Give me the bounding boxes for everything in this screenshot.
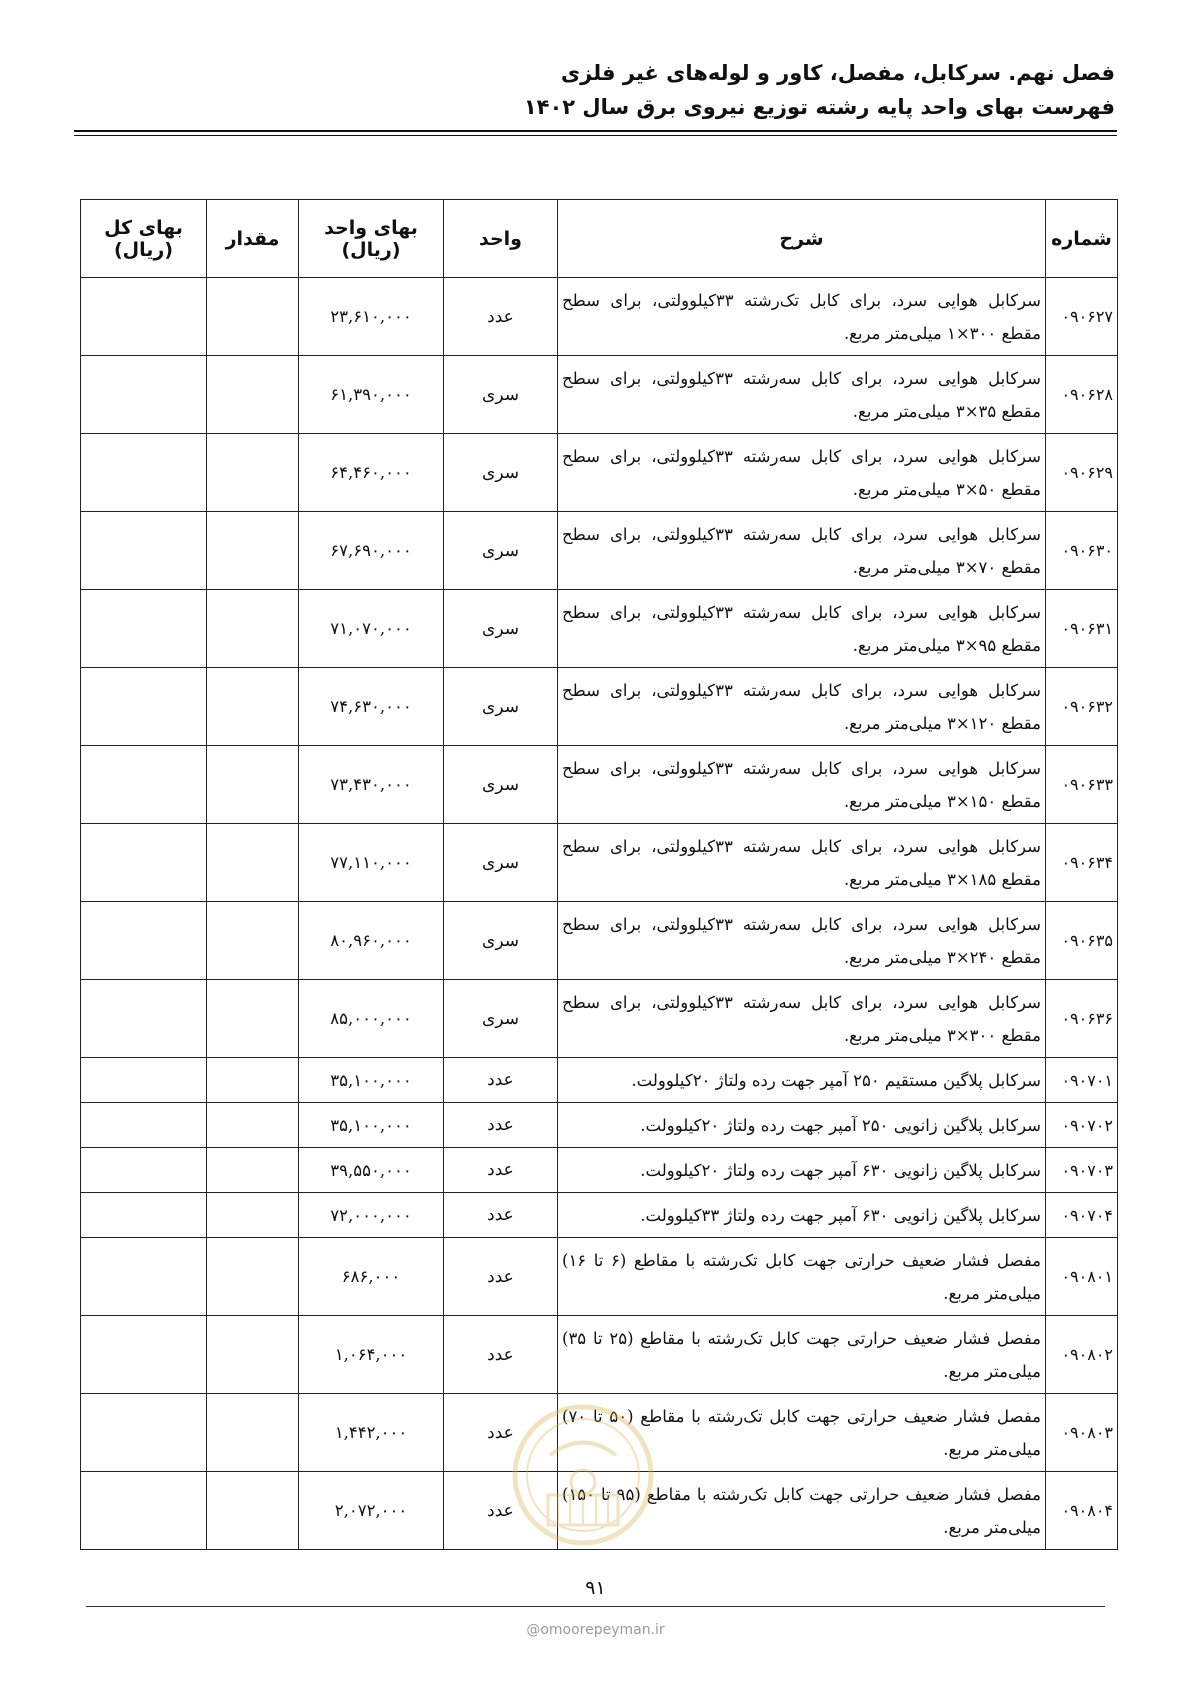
row-code: ۰۹۰۷۰۳ <box>1046 1148 1118 1193</box>
row-code: ۰۹۰۶۳۳ <box>1046 746 1118 824</box>
row-description: سرکابل هوایی سرد، برای کابل سه‌رشته ۳۳کیلوولتی، برای سطح مقطع ۳۰۰×۳ میلی‌متر مربع. <box>558 980 1046 1058</box>
row-unit: سری <box>444 434 558 512</box>
row-quantity <box>207 824 299 902</box>
row-unit: سری <box>444 590 558 668</box>
col-total-header: بهای کل (ریال) <box>81 200 207 278</box>
row-code: ۰۹۰۸۰۱ <box>1046 1238 1118 1316</box>
row-description: سرکابل هوایی سرد، برای کابل سه‌رشته ۳۳کیلوولتی، برای سطح مقطع ۳۵×۳ میلی‌متر مربع. <box>558 356 1046 434</box>
row-unit-price: ۳۹,۵۵۰,۰۰۰ <box>299 1148 444 1193</box>
chapter-title: فصل نهم. سرکابل، مفصل، کاور و لوله‌های غیر فلزی <box>560 61 1115 85</box>
col-unit-price-header <box>299 200 444 278</box>
row-unit: عدد <box>444 1148 558 1193</box>
row-code: ۰۹۰۶۳۱ <box>1046 590 1118 668</box>
row-description: سرکابل هوایی سرد، برای کابل سه‌رشته ۳۳کیلوولتی، برای سطح مقطع ۵۰×۳ میلی‌متر مربع. <box>558 434 1046 512</box>
row-code: ۰۹۰۷۰۱ <box>1046 1058 1118 1103</box>
table-row <box>81 434 1118 512</box>
table-row <box>81 1103 1118 1148</box>
row-code: ۰۹۰۶۳۶ <box>1046 980 1118 1058</box>
row-description: سرکابل هوایی سرد، برای کابل سه‌رشته ۳۳کیلوولتی، برای سطح مقطع ۱۵۰×۳ میلی‌متر مربع. <box>558 746 1046 824</box>
website-watermark: @omoorepeyman.ir <box>526 1622 665 1638</box>
list-title: فهرست بهای واحد پایه رشته توزیع نیروی برق سال ۱۴۰۲ <box>523 95 1115 119</box>
row-description: مفصل فشار ضعیف حرارتی جهت کابل تک‌رشته با مقاطع (۲۵ تا ۳۵) میلی‌متر مربع. <box>558 1316 1046 1394</box>
row-code: ۰۹۰۶۲۹ <box>1046 434 1118 512</box>
row-unit: سری <box>444 356 558 434</box>
row-quantity <box>207 1103 299 1148</box>
unit-price-header-line1: بهای واحد <box>324 216 418 239</box>
row-quantity <box>207 1058 299 1103</box>
row-unit-price: ۳۵,۱۰۰,۰۰۰ <box>299 1103 444 1148</box>
row-total <box>81 512 207 590</box>
row-total <box>81 1238 207 1316</box>
col-description-header: شرح <box>558 200 1046 278</box>
row-quantity <box>207 746 299 824</box>
col-quantity-header: مقدار <box>207 200 299 278</box>
row-description: سرکابل پلاگین زانویی ۶۳۰ آمپر جهت رده ولتاژ ۳۳کیلوولت. <box>558 1193 1046 1238</box>
row-unit-price: ۷۴,۶۳۰,۰۰۰ <box>299 668 444 746</box>
row-quantity <box>207 1316 299 1394</box>
row-description: سرکابل پلاگین مستقیم ۲۵۰ آمپر جهت رده ولتاژ ۲۰کیلوولت. <box>558 1058 1046 1103</box>
row-total <box>81 1193 207 1238</box>
col-number-header: شماره <box>1046 200 1118 278</box>
row-quantity <box>207 980 299 1058</box>
table-row <box>81 902 1118 980</box>
row-unit: عدد <box>444 1058 558 1103</box>
table-row <box>81 278 1118 356</box>
row-quantity <box>207 434 299 512</box>
row-total <box>81 1103 207 1148</box>
row-description: سرکابل هوایی سرد، برای کابل سه‌رشته ۳۳کیلوولتی، برای سطح مقطع ۱۸۵×۳ میلی‌متر مربع. <box>558 824 1046 902</box>
table-row <box>81 1238 1118 1316</box>
row-description: سرکابل هوایی سرد، برای کابل سه‌رشته ۳۳کیلوولتی، برای سطح مقطع ۷۰×۳ میلی‌متر مربع. <box>558 512 1046 590</box>
row-quantity <box>207 1472 299 1550</box>
row-unit-price: ۱,۰۶۴,۰۰۰ <box>299 1316 444 1394</box>
table-row <box>81 1193 1118 1238</box>
table-row <box>81 746 1118 824</box>
row-unit: سری <box>444 512 558 590</box>
row-total <box>81 1472 207 1550</box>
row-total <box>81 746 207 824</box>
row-unit: عدد <box>444 1193 558 1238</box>
row-description: سرکابل پلاگین زانویی ۶۳۰ آمپر جهت رده ولتاژ ۲۰کیلوولت. <box>558 1148 1046 1193</box>
header-rule-thin <box>74 135 1117 136</box>
row-quantity <box>207 1193 299 1238</box>
row-total <box>81 434 207 512</box>
row-code: ۰۹۰۸۰۳ <box>1046 1394 1118 1472</box>
row-quantity <box>207 668 299 746</box>
table-row <box>81 824 1118 902</box>
row-code: ۰۹۰۸۰۴ <box>1046 1472 1118 1550</box>
row-unit-price: ۶۷,۶۹۰,۰۰۰ <box>299 512 444 590</box>
watermark-logo <box>508 1400 658 1550</box>
row-unit-price: ۳۵,۱۰۰,۰۰۰ <box>299 1058 444 1103</box>
row-quantity <box>207 356 299 434</box>
row-unit-price: ۷۱,۰۷۰,۰۰۰ <box>299 590 444 668</box>
row-unit-price: ۲,۰۷۲,۰۰۰ <box>299 1472 444 1550</box>
row-unit-price: ۸۰,۹۶۰,۰۰۰ <box>299 902 444 980</box>
row-unit-price: ۱,۴۴۲,۰۰۰ <box>299 1394 444 1472</box>
page-number: ۹۱ <box>585 1577 606 1599</box>
row-total <box>81 1058 207 1103</box>
row-total <box>81 356 207 434</box>
row-unit: سری <box>444 824 558 902</box>
row-quantity <box>207 590 299 668</box>
row-total <box>81 590 207 668</box>
row-unit: عدد <box>444 1103 558 1148</box>
row-unit: عدد <box>444 1394 558 1472</box>
row-code: ۰۹۰۶۳۰ <box>1046 512 1118 590</box>
row-unit-price: ۶۸۶,۰۰۰ <box>299 1238 444 1316</box>
row-total <box>81 1148 207 1193</box>
row-unit: عدد <box>444 1316 558 1394</box>
row-total <box>81 1316 207 1394</box>
row-code: ۰۹۰۷۰۲ <box>1046 1103 1118 1148</box>
row-code: ۰۹۰۶۳۲ <box>1046 668 1118 746</box>
table-row <box>81 1148 1118 1193</box>
col-unit-header: واحد <box>444 200 558 278</box>
row-quantity <box>207 1238 299 1316</box>
row-unit: عدد <box>444 1238 558 1316</box>
row-unit-price: ۸۵,۰۰۰,۰۰۰ <box>299 980 444 1058</box>
row-unit: عدد <box>444 278 558 356</box>
row-unit: سری <box>444 902 558 980</box>
row-total <box>81 980 207 1058</box>
row-quantity <box>207 902 299 980</box>
row-total <box>81 824 207 902</box>
row-unit-price: ۲۳,۶۱۰,۰۰۰ <box>299 278 444 356</box>
header-rule-thick <box>74 130 1117 132</box>
row-unit-price: ۷۷,۱۱۰,۰۰۰ <box>299 824 444 902</box>
row-description: سرکابل پلاگین زانویی ۲۵۰ آمپر جهت رده ولتاژ ۲۰کیلوولت. <box>558 1103 1046 1148</box>
row-unit: عدد <box>444 1472 558 1550</box>
row-description: مفصل فشار ضعیف حرارتی جهت کابل تک‌رشته با مقاطع (۵۰ تا ۷۰) میلی‌متر مربع. <box>558 1394 1046 1472</box>
row-code: ۰۹۰۶۳۴ <box>1046 824 1118 902</box>
table-row <box>81 668 1118 746</box>
row-description: سرکابل هوایی سرد، برای کابل سه‌رشته ۳۳کیلوولتی، برای سطح مقطع ۹۵×۳ میلی‌متر مربع. <box>558 590 1046 668</box>
row-total <box>81 668 207 746</box>
row-unit: سری <box>444 746 558 824</box>
row-unit: سری <box>444 980 558 1058</box>
row-description: سرکابل هوایی سرد، برای کابل سه‌رشته ۳۳کیلوولتی، برای سطح مقطع ۱۲۰×۳ میلی‌متر مربع. <box>558 668 1046 746</box>
row-quantity <box>207 278 299 356</box>
row-description: مفصل فشار ضعیف حرارتی جهت کابل تک‌رشته با مقاطع (۹۵ تا ۱۵۰) میلی‌متر مربع. <box>558 1472 1046 1550</box>
row-quantity <box>207 1148 299 1193</box>
row-description: سرکابل هوایی سرد، برای کابل تک‌رشته ۳۳کیلوولتی، برای سطح مقطع ۳۰۰×۱ میلی‌متر مربع. <box>558 278 1046 356</box>
row-code: ۰۹۰۶۲۷ <box>1046 278 1118 356</box>
row-total <box>81 1394 207 1472</box>
page-header <box>76 56 1115 124</box>
row-code: ۰۹۰۷۰۴ <box>1046 1193 1118 1238</box>
table-row <box>81 1316 1118 1394</box>
row-description: مفصل فشار ضعیف حرارتی جهت کابل تک‌رشته با مقاطع (۶ تا ۱۶) میلی‌متر مربع. <box>558 1238 1046 1316</box>
row-unit-price: ۶۱,۳۹۰,۰۰۰ <box>299 356 444 434</box>
row-total <box>81 902 207 980</box>
row-description: سرکابل هوایی سرد، برای کابل سه‌رشته ۳۳کیلوولتی، برای سطح مقطع ۲۴۰×۳ میلی‌متر مربع. <box>558 902 1046 980</box>
row-total <box>81 278 207 356</box>
row-quantity <box>207 1394 299 1472</box>
table-row <box>81 590 1118 668</box>
row-unit-price: ۷۲,۰۰۰,۰۰۰ <box>299 1193 444 1238</box>
row-code: ۰۹۰۶۲۸ <box>1046 356 1118 434</box>
row-quantity <box>207 512 299 590</box>
unit-price-header-line2: (ریال) <box>341 238 401 261</box>
table-header-row <box>81 200 1118 278</box>
table-row <box>81 512 1118 590</box>
row-unit: سری <box>444 668 558 746</box>
row-unit-price: ۶۴,۴۶۰,۰۰۰ <box>299 434 444 512</box>
footer-rule <box>86 1606 1105 1607</box>
row-code: ۰۹۰۸۰۲ <box>1046 1316 1118 1394</box>
row-unit-price: ۷۳,۴۳۰,۰۰۰ <box>299 746 444 824</box>
table-row <box>81 1058 1118 1103</box>
price-table <box>80 199 1118 1550</box>
row-code: ۰۹۰۶۳۵ <box>1046 902 1118 980</box>
table-row <box>81 356 1118 434</box>
table-row <box>81 980 1118 1058</box>
